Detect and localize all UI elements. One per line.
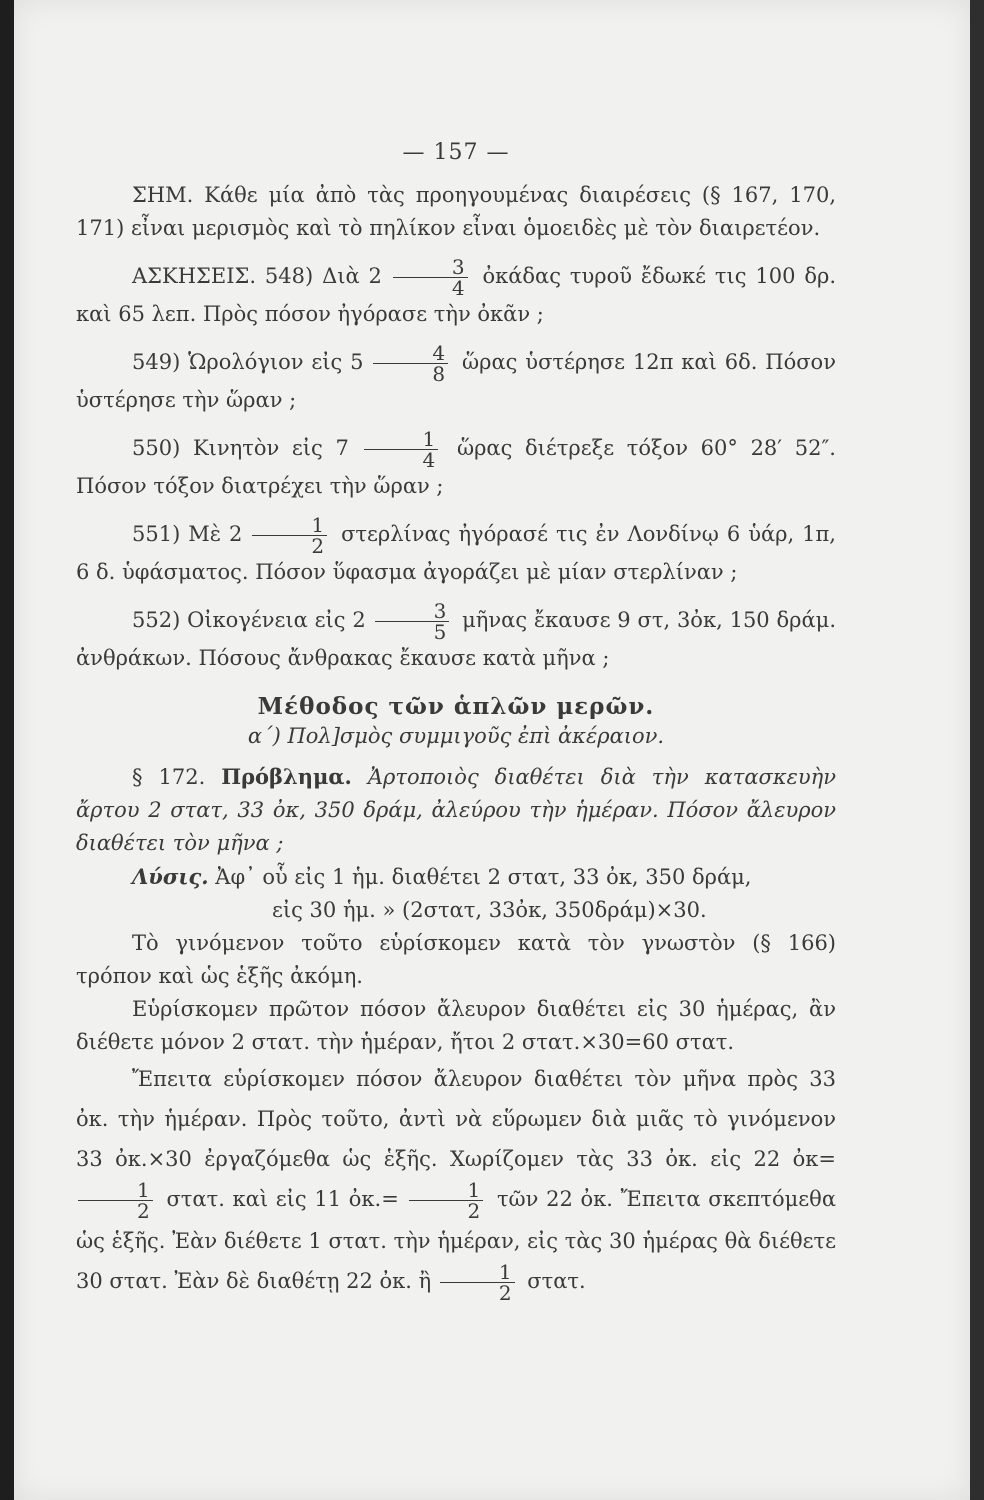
paragraph-3 (76, 1059, 836, 1303)
fraction-numerator: 3 (393, 257, 468, 278)
fraction-numerator: 1 (252, 515, 327, 536)
solution-line-1 (76, 860, 836, 894)
fraction-denominator: 2 (467, 1199, 481, 1223)
problem-text: Ἀρτοποιὸς διαθέτει διὰ τὴν κατασκευὴν ἄρτου 2 στατ, 33 ὀκ, 350 δράμ, ἀλεύρου τὴν ἡμέραν. Πόσον ἄλευρον διαθέτει τὸν μῆνα ; (76, 765, 836, 855)
exercise-551-text: στερλίνας ἠγόρασέ τις ἐν Λονδίνῳ 6 ὑάρ, 1π, 6 δ. ὑφάσματος. Πόσον ὕφασμα ἀγοράζει μὲ μίαν στερλίναν ; (76, 522, 836, 584)
scan-edge-left (0, 0, 14, 1500)
fraction-denominator: 4 (422, 448, 436, 472)
paragraph-3-part-d: στατ. (527, 1269, 586, 1293)
fraction-denominator: 4 (451, 276, 465, 300)
fraction-numerator: 4 (373, 343, 448, 364)
fraction (409, 1180, 484, 1221)
fraction-denominator: 2 (498, 1281, 512, 1305)
note-paragraph (76, 179, 836, 245)
fraction-numerator: 1 (409, 1180, 484, 1201)
exercise-549-label: 549) Ὡρολόγιον εἰς 5 (132, 350, 364, 374)
fraction-denominator: 8 (432, 362, 446, 386)
exercise-551 (76, 515, 836, 589)
section-subtitle: α΄) Πολ]σμὸς συμμιγοῦς ἐπὶ ἀκέραιον. (247, 724, 665, 748)
paragraph-1: Τὸ γινόμενον τοῦτο εὑρίσκομεν κατὰ τὸν γνωστὸν (§ 166) τρόπον καὶ ὡς ἑξῆς ἀκόμη. (76, 931, 836, 988)
note-label: ΣΗΜ. (132, 183, 194, 207)
fraction-denominator: 2 (311, 534, 325, 558)
page-content (76, 140, 836, 1303)
scan-edge-right (970, 0, 984, 1500)
solution-text-1: Ἀφ᾽ οὗ εἰς 1 ἡμ. διαθέτει 2 στατ, 33 ὀκ, 350 δράμ, (215, 865, 752, 889)
exercise-552 (76, 601, 836, 675)
problem-label: Πρόβλημα. (221, 764, 352, 789)
fraction (373, 343, 448, 384)
fraction (364, 429, 439, 470)
exercise-549 (76, 343, 836, 417)
fraction-denominator: 5 (433, 620, 447, 644)
fraction-numerator: 1 (364, 429, 439, 450)
fraction (393, 257, 468, 298)
fraction-denominator: 2 (137, 1199, 150, 1223)
problem-number: § 172. (132, 765, 206, 789)
exercise-552-label: 552) Οἰκογένεια εἰς 2 (132, 608, 366, 632)
paragraph-3-part-c: τῶν 22 ὀκ. Ἔπειτα σκεπτόμεθα ὡς ἑξῆς. Ἐὰν διέθετε 1 στατ. τὴν ἡμέραν, εἰς τὰς 30 ἡμέρας θὰ διέθετε 30 στατ. Ἐὰν δὲ διαθέτῃ 22 ὀκ. ἢ (76, 1187, 837, 1293)
section-title: Μέθοδος τῶν ἁπλῶν μερῶν. (257, 693, 655, 720)
book-page (14, 0, 970, 1500)
exercise-548-label: ΑΣΚΗΣΕΙΣ. 548) Διὰ 2 (132, 264, 382, 288)
note-text: Κάθε μία ἀπὸ τὰς προηγουμένας διαιρέσεις (§ 167, 170, 171) εἶναι μερισμὸς καὶ τὸ πηλίκον εἶναι ὁμοειδὲς μὲ τὸν διαιρετέον. (76, 183, 836, 240)
fraction (375, 601, 450, 642)
fraction-numerator: 1 (440, 1262, 515, 1283)
fraction (440, 1262, 515, 1303)
fraction-numerator: 1 (78, 1180, 153, 1201)
exercise-550-label: 550) Κινητὸν εἰς 7 (132, 436, 349, 460)
problem-paragraph (76, 760, 836, 860)
fraction (78, 1180, 153, 1221)
fraction-numerator: 3 (375, 601, 450, 622)
paragraph-3-part-a: Ἔπειτα εὑρίσκομεν πόσον ἄλευρον διαθέτει τὸν μῆνα πρὸς 33 ὀκ. τὴν ἡμέραν. Πρὸς τοῦτο, ἀντὶ νὰ εὕρωμεν διὰ μιᾶς τὸ γινόμενον 33 ὀκ.×30 ἐργαζόμεθα ὡς ἑξῆς. Χωρίζομεν τὰς 33 ὀκ. εἰς 22 ὀκ= (76, 1067, 836, 1171)
exercise-551-label: 551) Μὲ 2 (132, 522, 243, 546)
paragraph-3-part-b: στατ. καὶ εἰς 11 ὀκ.= (166, 1187, 399, 1211)
paragraph-2: Εὑρίσκομεν πρῶτον πόσον ἄλευρον διαθέτει εἰς 30 ἡμέρας, ἂν διέθετε μόνον 2 στατ. τὴν ἡμέραν, ἤτοι 2 στατ.×30=60 στατ. (76, 997, 836, 1054)
exercise-548 (76, 257, 836, 331)
solution-label: Λύσις. (132, 864, 209, 889)
exercise-552-text: μῆνας ἔκαυσε 9 στ, 3ὀκ, 150 δράμ. ἀνθράκων. Πόσους ἄνθρακας ἔκαυσε κατὰ μῆνα ; (76, 608, 836, 670)
fraction (252, 515, 327, 556)
solution-line-2: εἰς 30 ἡμ. » (2στατ, 33ὀκ, 350δράμ)×30. (272, 898, 707, 922)
exercise-550 (76, 429, 836, 503)
exercise-550-text: ὥρας διέτρεξε τόξον 60° 28′ 52″. Πόσον τόξον διατρέχει τὴν ὥραν ; (76, 436, 836, 498)
page-number: — 157 — (402, 140, 510, 165)
exercise-548-text: ὀκάδας τυροῦ ἔδωκέ τις 100 δρ. καὶ 65 λεπ. Πρὸς πόσον ἠγόρασε τὴν ὀκᾶν ; (76, 264, 836, 326)
exercise-549-text: ὥρας ὑστέρησε 12π καὶ 6δ. Πόσον ὑστέρησε τὴν ὥραν ; (76, 350, 836, 412)
